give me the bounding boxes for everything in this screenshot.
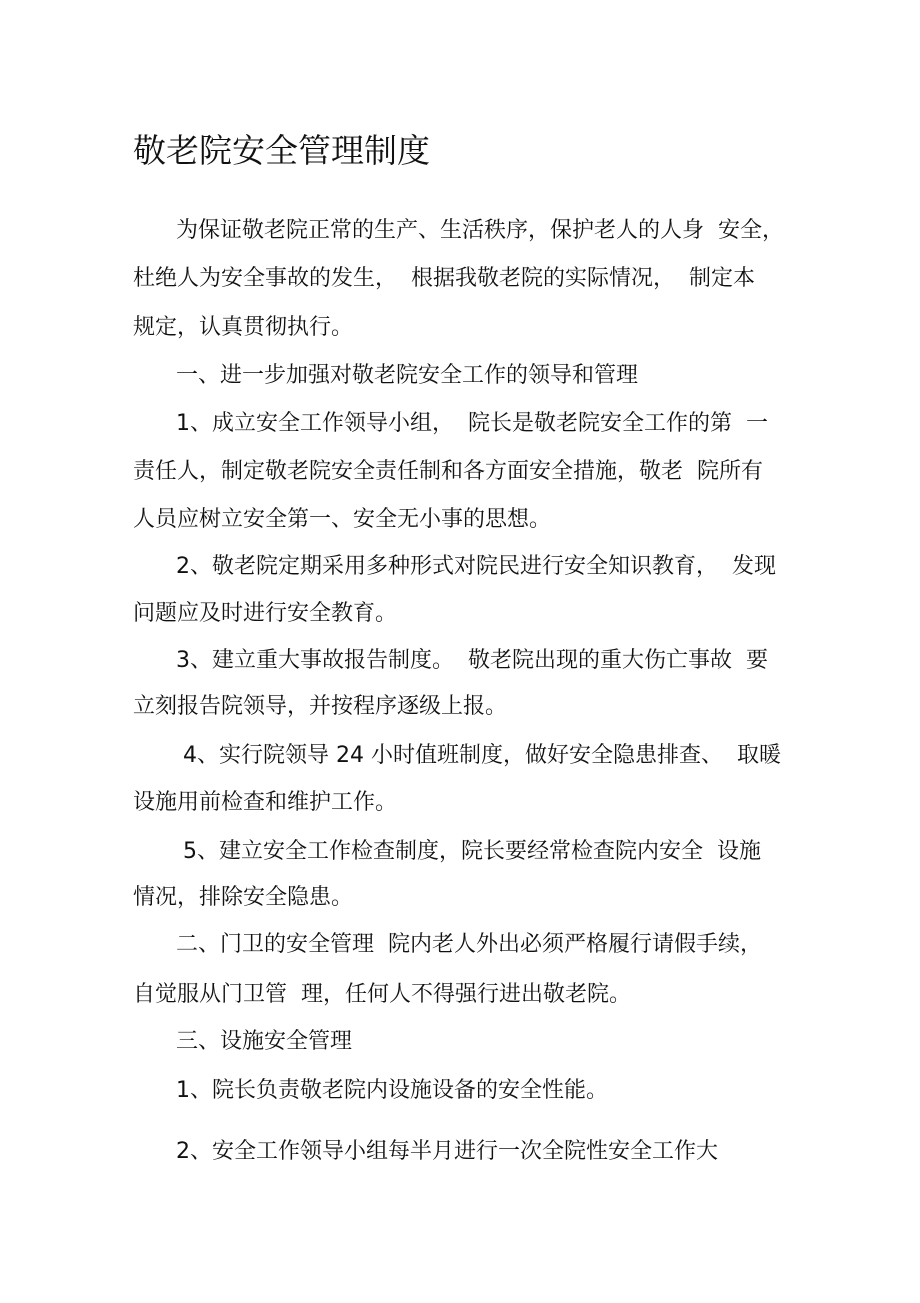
paragraph-line: 为保证敬老院正常的生产、生活秩序，保护老人的人身 安全， <box>176 218 784 243</box>
paragraph-line: 杜绝人为安全事故的发生， 根据我敬老院的实际情况， 制定本 <box>133 266 755 291</box>
paragraph-line: 1、院长负责敬老院内设施设备的安全性能。 <box>176 1078 608 1103</box>
paragraph-line: 1、成立安全工作领导小组， 院长是敬老院安全工作的第 一 <box>176 411 768 436</box>
paragraph-line: 自觉服从门卫管 理，任何人不得强行进出敬老院。 <box>133 982 631 1007</box>
paragraph-line: 3、建立重大事故报告制度。 敬老院出现的重大伤亡事故 要 <box>176 648 768 673</box>
document-title: 敬老院安全管理制度 <box>133 131 430 170</box>
paragraph-line: 问题应及时进行安全教育。 <box>133 601 398 626</box>
paragraph-line: 设施用前检查和维护工作。 <box>133 790 398 815</box>
paragraph-line: 规定，认真贯彻执行。 <box>133 315 354 340</box>
paragraph-line: 立刻报告院领导，并按程序逐级上报。 <box>133 694 508 719</box>
section-heading: 一、进一步加强对敬老院安全工作的领导和管理 <box>176 363 639 388</box>
paragraph-line: 2、安全工作领导小组每半月进行一次全院性安全工作大 <box>176 1139 718 1164</box>
paragraph-line: 5、建立安全工作检查制度，院长要经常检查院内安全 设施 <box>183 839 761 864</box>
paragraph-line: 责任人，制定敬老院安全责任制和各方面安全措施，敬老 院所有 <box>133 459 763 484</box>
section-heading: 三、设施安全管理 <box>176 1029 353 1054</box>
paragraph-line: 4、实行院领导 24 小时值班制度，做好安全隐患排查、 取暖 <box>183 743 781 768</box>
paragraph-line: 2、敬老院定期采用多种形式对院民进行安全知识教育， 发现 <box>176 554 776 579</box>
section-heading: 二、门卫的安全管理 院内老人外出必须严格履行请假手续， <box>176 932 762 957</box>
paragraph-line: 情况，排除安全隐患。 <box>133 885 354 910</box>
paragraph-line: 人员应树立安全第一、安全无小事的思想。 <box>133 507 552 532</box>
